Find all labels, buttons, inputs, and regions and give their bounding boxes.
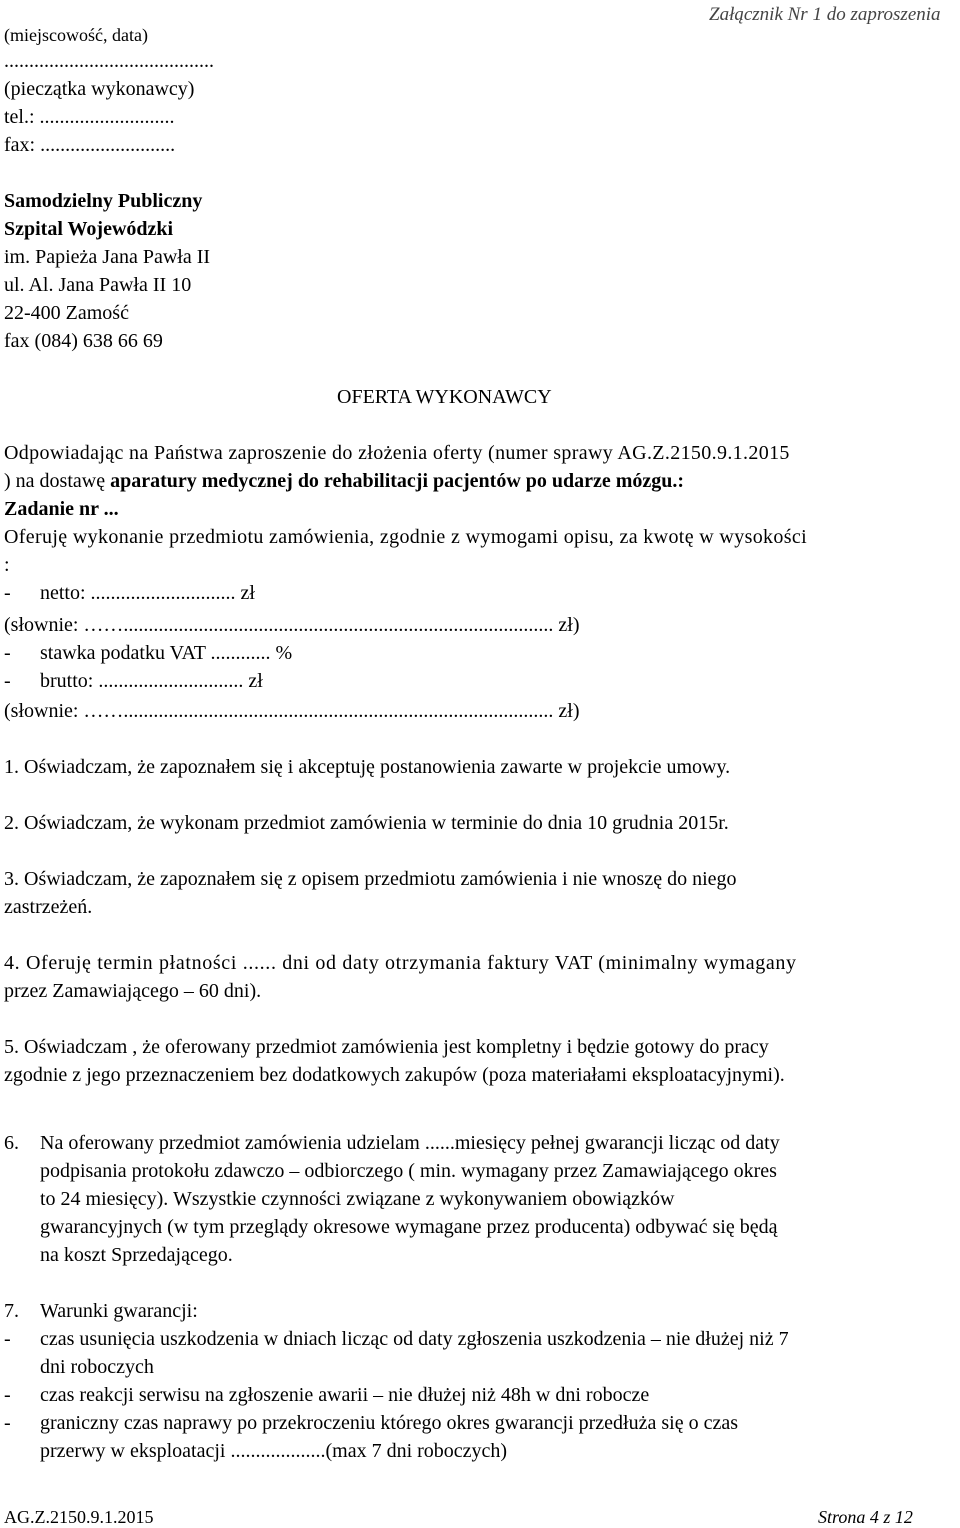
- recipient-line-1: Samodzielny Publiczny: [4, 190, 203, 212]
- point-6-line-5: na koszt Sprzedającego.: [40, 1244, 233, 1266]
- recipient-line-4: ul. Al. Jana Pawła II 10: [4, 274, 192, 296]
- point-7-title: Warunki gwarancji:: [40, 1300, 198, 1322]
- warranty-3-dash: -: [4, 1412, 11, 1434]
- vat-field: stawka podatku VAT ............ %: [40, 642, 293, 664]
- warranty-2-dash: -: [4, 1384, 11, 1406]
- point-5-line-2: zgodnie z jego przeznaczeniem bez dodatkowych zakupów (poza materiałami eksploatacyjnymi).: [4, 1064, 785, 1086]
- task-number: Zadanie nr ...: [4, 498, 119, 520]
- offer-line-text: Oferuję wykonanie przedmiotu zamówienia, zgodnie z wymogami opisu, za kwotę w wysokości: [4, 526, 808, 548]
- stamp-label: (pieczątka wykonawcy): [4, 78, 195, 100]
- intro-line-2-suffix: :: [677, 470, 685, 492]
- stamp-dots: ..........................................: [4, 50, 214, 72]
- point-3-line-1: 3. Oświadczam, że zapoznałem się z opisem przedmiotu zamówienia i nie wnoszę do niego: [4, 868, 737, 890]
- point-5-line-1: 5. Oświadczam , że oferowany przedmiot zamówienia jest kompletny i będzie gotowy do pracy: [4, 1036, 769, 1058]
- attachment-label: Załącznik Nr 1 do zaproszenia: [709, 4, 941, 25]
- point-4-line-1-text: 4. Oferuję termin płatności ...... dni od daty otrzymania faktury VAT (minimalny wymagany: [4, 952, 797, 974]
- document-title: OFERTA WYKONAWCY: [337, 386, 552, 408]
- slownie-field-2: (słownie: ……...................................................................................... zł): [4, 700, 580, 722]
- point-6-line-4: gwarancyjnych (w tym przeglądy okresowe wymagane przez producenta) odbywać się będą: [40, 1216, 778, 1238]
- netto-field: netto: ............................. zł: [40, 582, 255, 604]
- point-1: 1. Oświadczam, że zapoznałem się i akceptuję postanowienia zawarte w projekcie umowy.: [4, 756, 731, 778]
- vat-dash: -: [4, 642, 11, 664]
- warranty-1-dash: -: [4, 1328, 11, 1350]
- intro-line-1-text: Odpowiadając na Państwa zaproszenie do złożenia oferty (numer sprawy AG.Z.2150.9.1.2015: [4, 442, 790, 464]
- point-2: 2. Oświadczam, że wykonam przedmiot zamówienia w terminie do dnia 10 grudnia 2015r.: [4, 812, 729, 834]
- brutto-field: brutto: ............................. zł: [40, 670, 263, 692]
- tel-field: tel.: ...........................: [4, 106, 175, 128]
- warranty-1-line-1: czas usunięcia uszkodzenia w dniach licząc od daty zgłoszenia uszkodzenia – nie dłużej niż 7: [40, 1328, 789, 1350]
- intro-line-2-row: [4, 470, 684, 492]
- point-4-line-2: przez Zamawiającego – 60 dni).: [4, 980, 262, 1002]
- netto-dash: -: [4, 582, 11, 604]
- point-7-number: 7.: [4, 1300, 19, 1322]
- point-6-line-1: Na oferowany przedmiot zamówienia udzielam ......miesięcy pełnej gwarancji licząc od daty: [40, 1132, 780, 1154]
- point-6-line-2: podpisania protokołu zdawczo – odbiorczego ( min. wymagany przez Zamawiającego okres: [40, 1160, 777, 1182]
- slownie-field-1: (słownie: ……...................................................................................... zł): [4, 614, 580, 636]
- point-6-number: 6.: [4, 1132, 19, 1154]
- warranty-2-line-1: czas reakcji serwisu na zgłoszenie awarii – nie dłużej niż 48h w dni robocze: [40, 1384, 650, 1406]
- recipient-line-6: fax (084) 638 66 69: [4, 330, 163, 352]
- brutto-dash: -: [4, 670, 11, 692]
- warranty-1-line-2: dni roboczych: [40, 1356, 154, 1378]
- intro-subject: aparatury medycznej do rehabilitacji pacjentów po udarze mózgu.: [110, 470, 678, 492]
- footer-page-number: Strona 4 z 12: [818, 1507, 913, 1527]
- recipient-line-5: 22-400 Zamość: [4, 302, 129, 324]
- recipient-line-2: Szpital Wojewódzki: [4, 218, 174, 240]
- point-3-line-2: zastrzeżeń.: [4, 896, 93, 918]
- warranty-3-line-1: graniczny czas naprawy po przekroczeniu którego okres gwarancji przedłuża się o czas: [40, 1412, 738, 1434]
- intro-line-2-prefix: ) na dostawę: [4, 470, 111, 492]
- recipient-line-3: im. Papieża Jana Pawła II: [4, 246, 211, 268]
- offer-colon: :: [4, 554, 10, 576]
- footer-reference: AG.Z.2150.9.1.2015: [4, 1507, 154, 1527]
- point-6-line-3: to 24 miesięcy). Wszystkie czynności związane z wykonywaniem obowiązków: [40, 1188, 675, 1210]
- warranty-3-line-2: przerwy w eksploatacji ...................(max 7 dni roboczych): [40, 1440, 508, 1462]
- place-date-label: (miejscowość, data): [4, 25, 148, 45]
- fax-field: fax: ...........................: [4, 134, 176, 156]
